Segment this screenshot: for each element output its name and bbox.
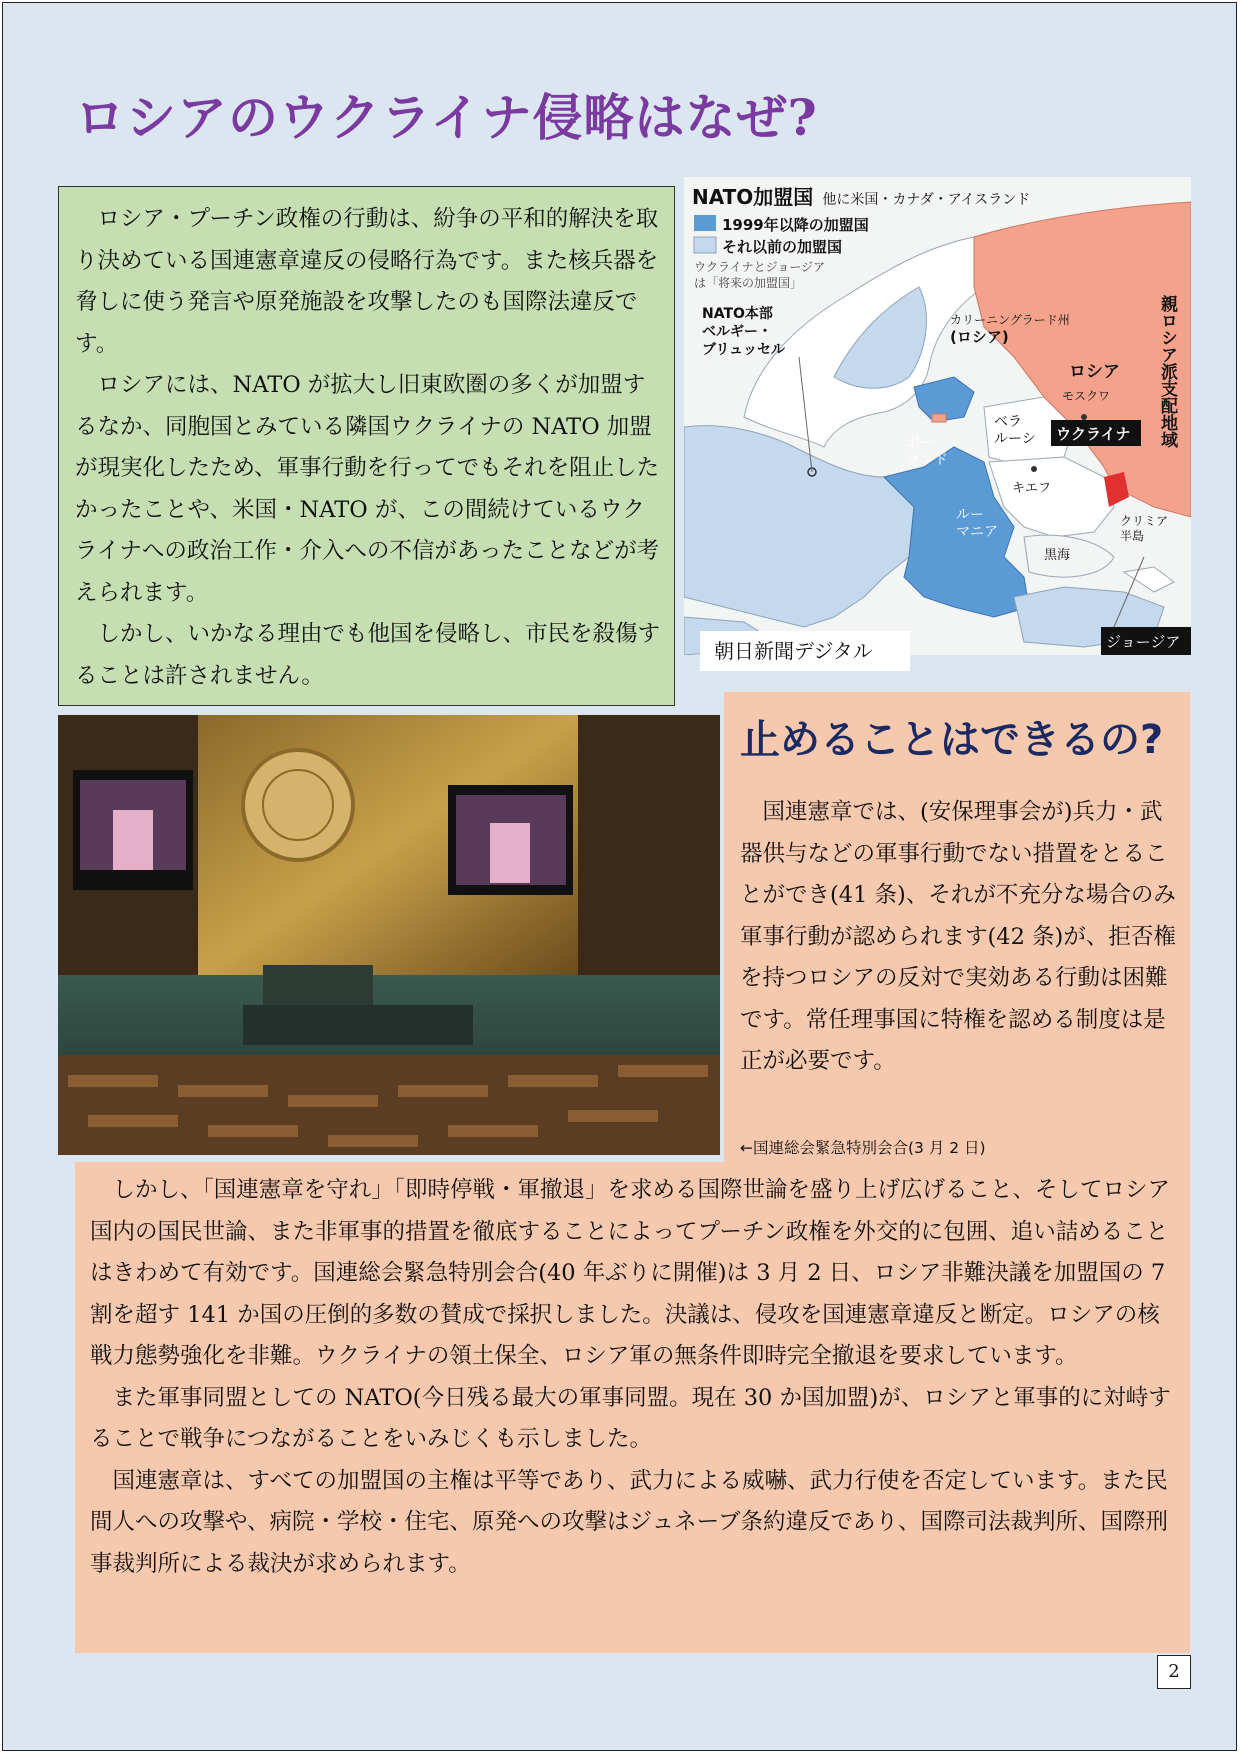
section2-heading: 止めることはできるの? <box>740 717 1164 763</box>
map-source-caption: 朝日新聞デジタル <box>700 631 910 671</box>
label-nato-hq <box>702 305 785 359</box>
hq-line: ベルギー・ <box>702 324 772 340</box>
intro-paragraph: しかし、いかなる理由でも他国を侵略し、市民を殺傷することは許されません。 <box>75 621 661 689</box>
legend-new-label: 1999年以降の加盟国 <box>722 216 869 234</box>
label-poland <box>906 435 948 469</box>
crimea-line: クリミア <box>1120 514 1169 528</box>
map-title: NATO加盟国 <box>692 185 814 209</box>
crimea-line: 半島 <box>1120 529 1145 543</box>
belarus-line: ベラ <box>994 414 1022 430</box>
romania-line: マニア <box>956 524 998 540</box>
intro-paragraph: ロシア・プーチン政権の行動は、紛争の平和的解決を取り決めている国連憲章違反の侵略行為です。また核兵器を脅しに使う発言や原発施設を攻撃したのも国際法違反です。 <box>75 206 659 357</box>
label-kyiv: キエフ <box>1012 481 1052 496</box>
label-moscow: モスクワ <box>1062 389 1111 403</box>
nato-map <box>684 177 1191 655</box>
lower-paragraph: また軍事同盟としての NATO(今日残る最大の軍事同盟。現在 30 か国加盟)が、ロシアと軍事的に対峙することで戦争につながることをいみじくも示しました。 <box>90 1384 1171 1452</box>
page-number: 2 <box>1157 1655 1191 1689</box>
lower-paragraph: しかし、「国連憲章を守れ」「即時停戦・軍撤退」を求める国際世論を盛り上げ広げること、そしてロシア国内の国民世論、また非軍事的措置を徹底することによってプーチン政権を外交的に包囲、追い詰めることはきわめて有効です。国連総会緊急特別会合(40 年ぶりに開催)は 3 月 2 日、ロシア非難決議を加盟国の 7 割を超す 141 か国の圧倒的多数の賛成で採択しました。決議は、侵攻を国連憲章違反と断定。ロシアの核戦力態勢強化を非難。ウクライナの領土保全、ロシア軍の無条件即時完全撤退を要求しています。 <box>90 1177 1171 1369</box>
romania-line: ルー <box>956 507 984 523</box>
legend-future-line: ウクライナとジョージア <box>694 260 826 274</box>
kaliningrad-line: (ロシア) <box>950 328 1009 346</box>
hq-line: ブリュッセル <box>702 342 786 358</box>
belarus-line: ルーシ <box>994 431 1036 447</box>
map-title-row <box>692 181 1030 210</box>
label-belarus <box>994 414 1036 448</box>
legend-old-label: それ以前の加盟国 <box>722 238 843 256</box>
lower-paragraph: 国連憲章は、すべての加盟国の主権は平等であり、武力による威嚇、武力行使を否定しています。また民間人への攻撃や、病院・学校・住宅、原発への攻撃はジュネーブ条約違反であり、国際司法裁判所、国際刑事裁判所による裁決が求められます。 <box>90 1467 1168 1577</box>
photo-caption: ←国連総会緊急特別会合(3 月 2 日) <box>740 1139 986 1157</box>
intro-box <box>58 186 675 706</box>
label-ukraine: ウクライナ <box>1056 425 1131 443</box>
label-crimea <box>1120 514 1168 544</box>
hq-line: NATO本部 <box>702 306 773 322</box>
label-georgia: ジョージア <box>1106 633 1181 651</box>
section2-paragraph: 国連憲章では、(安保理事会が)兵力・武器供与などの軍事行動でない措置をとることができ(41 条)、それが不充分な場合のみ軍事行動が認められます(42 条)が、拒否権を持つロシアの反対で実効ある行動は困難です。常任理事国に特権を認める制度は是正が必要です。 <box>740 799 1176 1074</box>
legend-future-note <box>694 259 825 291</box>
legend-swatch-old <box>694 237 716 253</box>
un-assembly-photo <box>58 715 720 1155</box>
legend-future-line: は「将来の加盟国」 <box>694 276 803 290</box>
label-romania <box>956 507 998 541</box>
section2-body <box>740 792 1180 1083</box>
intro-paragraph: ロシアには、NATO が拡大し旧東欧圏の多くが加盟するなか、同胞国とみている隣国ウクライナの NATO 加盟が現実化したため、軍事行動を行ってでもそれを阻止したかったことや、米国・NATO が、この間続けているウクライナへの政治工作・介入への不信があったことなどが考えられます。 <box>75 372 660 606</box>
lower-body <box>90 1170 1180 1585</box>
poland-line: ポー <box>906 435 934 451</box>
poland-line: ランド <box>906 452 948 468</box>
label-russia: ロシア <box>1069 362 1120 382</box>
label-kaliningrad <box>950 312 1070 346</box>
label-pro-russia-region: 親ロシア派支配地域 <box>1157 295 1177 448</box>
legend-swatch-new <box>694 215 716 231</box>
kaliningrad-line: カリーニングラード州 <box>950 313 1070 327</box>
page-title: ロシアのウクライナ侵略はなぜ? <box>75 88 818 147</box>
label-black-sea: 黒海 <box>1044 548 1071 563</box>
map-subtitle: 他に米国・カナダ・アイスランド <box>822 192 1031 208</box>
